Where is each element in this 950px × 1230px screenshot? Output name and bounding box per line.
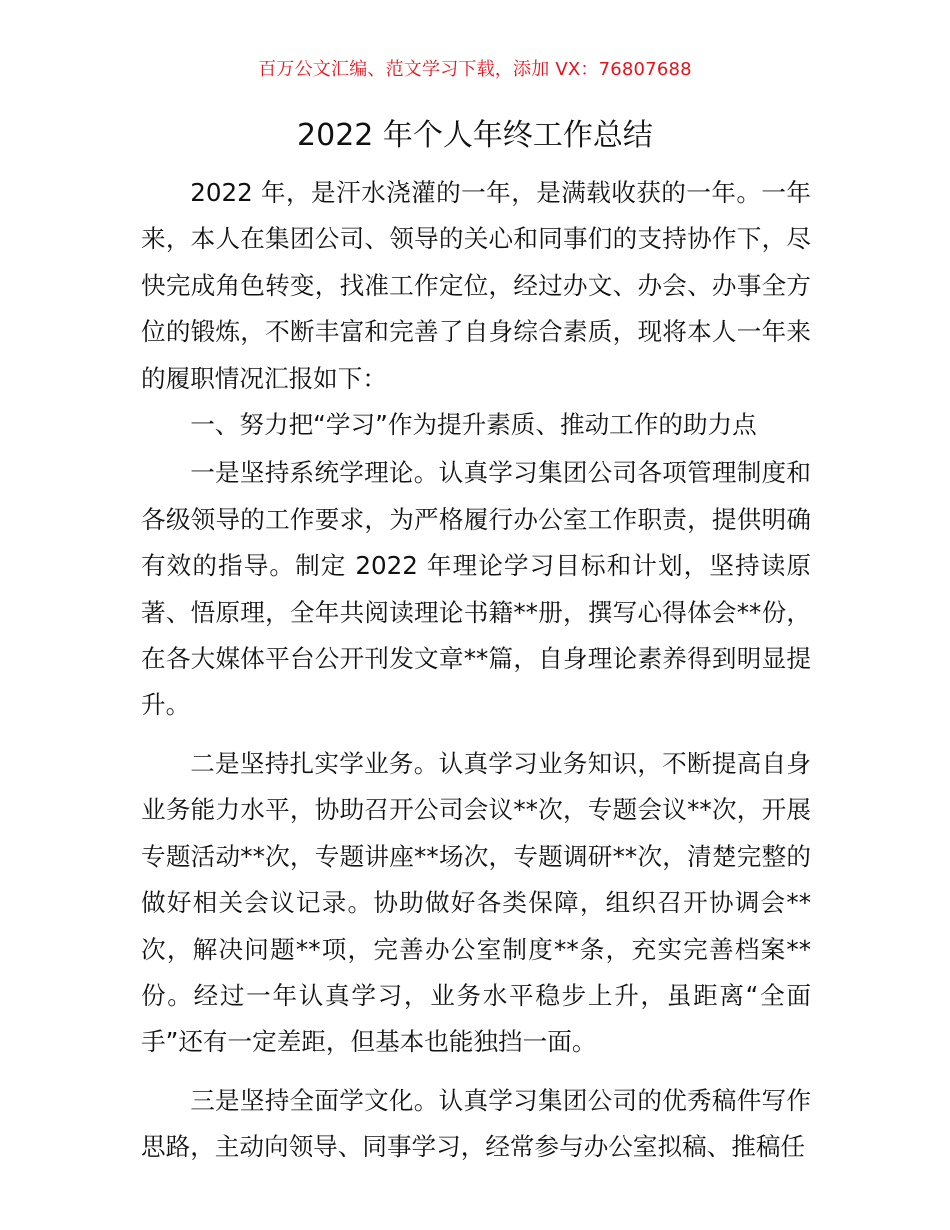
document-title: 2022 年个人年终工作总结	[297, 118, 653, 153]
paragraph-item-1: 一是坚持系统学理论。认真学习集团公司各项管理制度和各级领导的工作要求，为严格履行办公室工作职责，提供明确有效的指导。制定 2022 年理论学习目标和计划，坚持读原著、悟原理，全年共阅读理论书籍**册，撰写心得体会**份，在各大媒体平台公开刊发文章**篇，自身理论素养得到明显提升。	[141, 458, 811, 720]
document-body	[141, 170, 811, 1171]
section-heading-1: 一、努力把“学习”作为提升素质、推动工作的助力点	[190, 410, 757, 440]
paragraph-intro: 2022 年，是汗水浇灌的一年，是满载收获的一年。一年来，本人在集团公司、领导的关心和同事们的支持协作下，尽快完成角色转变，找准工作定位，经过办文、办会、办事全方位的锻炼，不断丰富和完善了自身综合素质，现将本人一年来的履职情况汇报如下：	[141, 178, 811, 393]
paragraph-item-3: 三是坚持全面学文化。认真学习集团公司的优秀稿件写作思路，主动向领导、同事学习，经常参与办公室拟稿、推稿任	[141, 1085, 811, 1162]
paragraph-item-2: 二是坚持扎实学业务。认真学习业务知识，不断提高自身业务能力水平，协助召开公司会议**次，专题会议**次，开展专题活动**次，专题讲座**场次，专题调研**次，清楚完整的做好相关会议记录。协助做好各类保障，组织召开协调会**次，解决问题**项，完善办公室制度**条，充实完善档案**份。经过一年认真学习，业务水平稳步上升，虽距离“全面手”还有一定差距，但基本也能独挡一面。	[141, 748, 811, 1057]
watermark-banner: 百万公文汇编、范文学习下载，添加 VX：76807688	[258, 59, 692, 80]
